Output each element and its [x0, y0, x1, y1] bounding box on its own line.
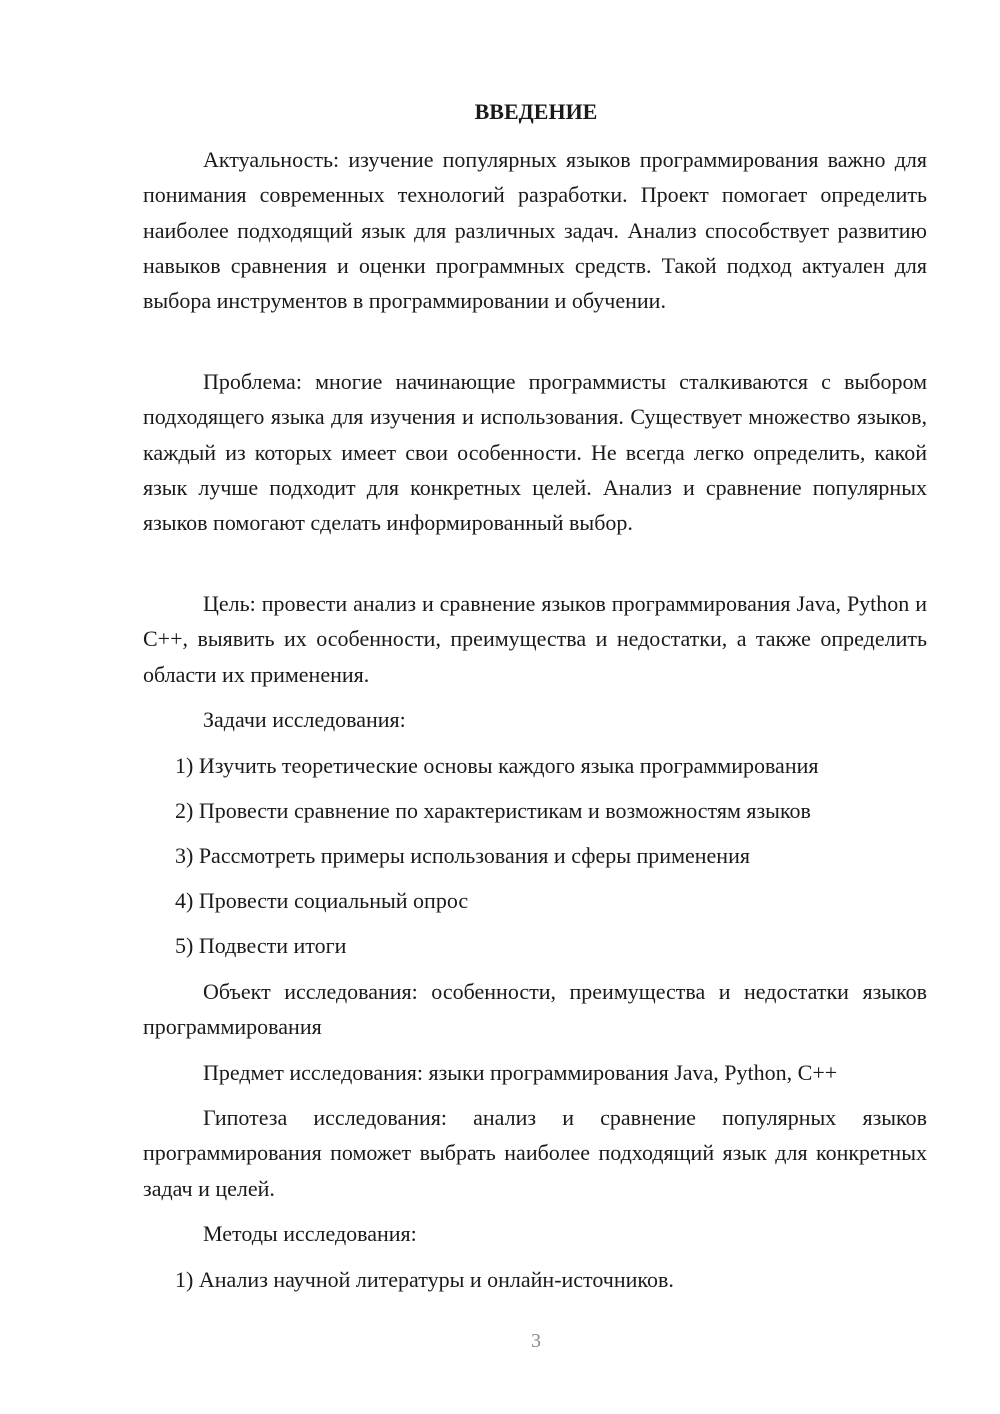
list-item: 1) Изучить теоретические основы каждого языка программирования — [175, 753, 819, 778]
list-item: 2) Провести сравнение по характеристикам и возможностям языков — [175, 798, 811, 823]
methods-heading: Методы исследования: — [203, 1221, 417, 1246]
list-item: 3) Рассмотреть примеры использования и сферы применения — [175, 843, 750, 868]
list-item: 4) Провести социальный опрос — [175, 888, 469, 913]
page-number: 3 — [531, 1330, 541, 1352]
page-title: ВВЕДЕНИЕ — [474, 99, 598, 124]
relevance-paragraph: Актуальность: изучение популярных языков программирования важно для понимания современных технологий разработки. Проект помогает определить наиболее подходящий язык для различных задач. Анализ способствует развитию навыков сравнения и оценки программных средств. Такой подход актуален для выбора инструментов в программировании и обучении. — [143, 147, 927, 314]
hypothesis-paragraph: Гипотеза исследования: анализ и сравнение популярных языков программирования поможет выбрать наиболее подходящий язык для конкретных задач и целей. — [143, 1105, 927, 1201]
tasks-heading: Задачи исследования: — [203, 707, 406, 732]
goal-paragraph: Цель: провести анализ и сравнение языков программирования Java, Python и C++, выявить их особенности, преимущества и недостатки, а также определить области их применения. — [143, 591, 927, 687]
subject-paragraph: Предмет исследования: языки программирования Java, Python, C++ — [203, 1060, 838, 1085]
list-item: 1) Анализ научной литературы и онлайн-источников. — [175, 1267, 674, 1292]
object-paragraph: Объект исследования: особенности, преимущества и недостатки языков программирования — [143, 979, 927, 1040]
list-item: 5) Подвести итоги — [175, 933, 347, 958]
problem-paragraph: Проблема: многие начинающие программисты сталкиваются с выбором подходящего языка для изучения и использования. Существует множество языков, каждый из которых имеет свои особенности. Не всегда легко определить, какой язык лучше подходит для конкретных целей. Анализ и сравнение популярных языков помогают сделать информированный выбор. — [143, 369, 927, 536]
